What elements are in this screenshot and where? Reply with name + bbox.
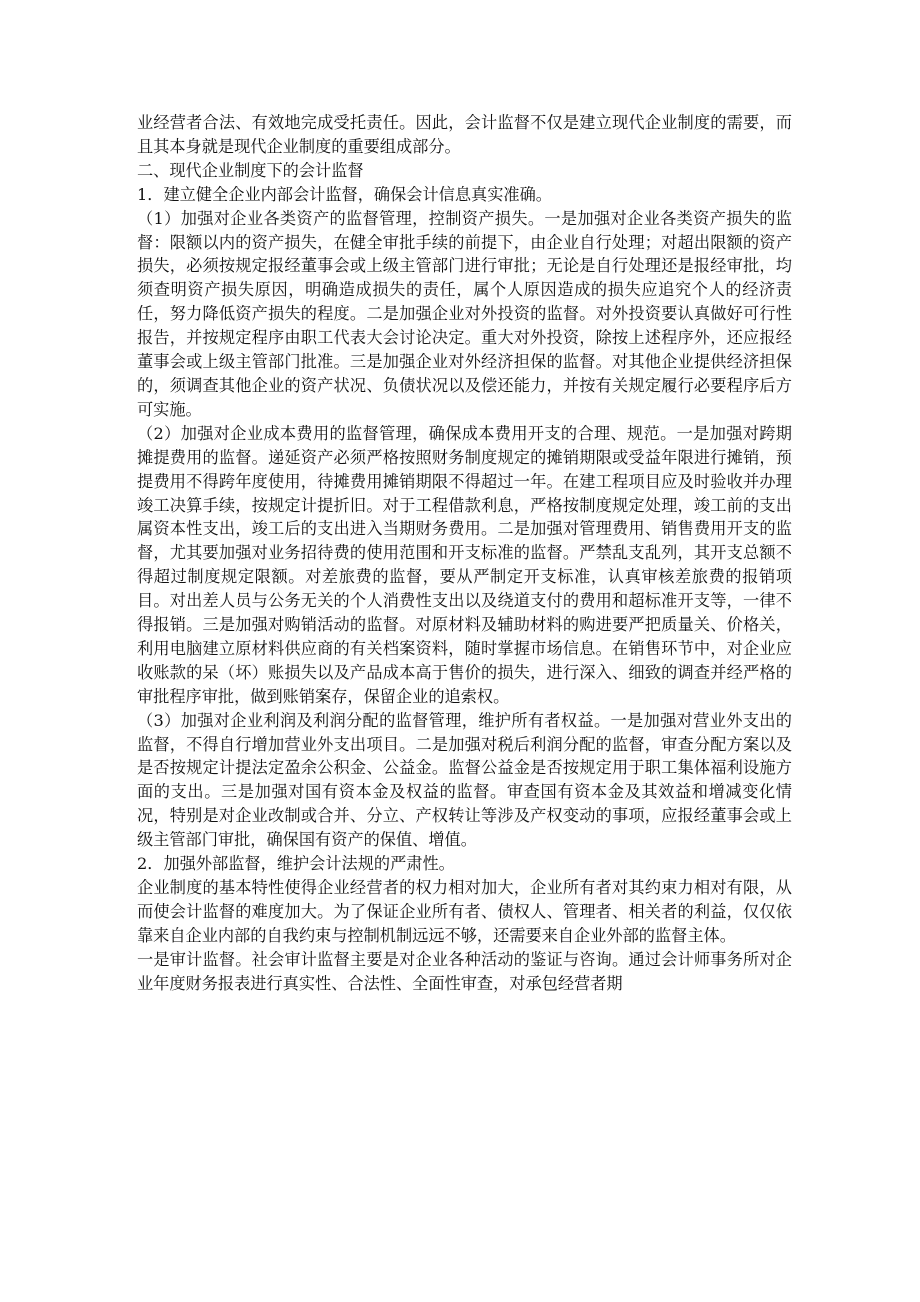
paragraph-external: 企业制度的基本特性使得企业经营者的权力相对加大，企业所有者对其约束力相对有限，从而使会计监督的难度加大。为了保证企业所有者、债权人、管理者、相关者的利益，仅仅依靠来自企业内部的自我约束与控制机制远远不够，还需要来自企业外部的监督主体。: [137, 878, 792, 945]
subsection-heading-2: 2．加强外部监督，维护会计法规的严肃性。: [137, 854, 455, 874]
paragraph-intro: 业经营者合法、有效地完成受托责任。因此，会计监督不仅是建立现代企业制度的需要，而且其本身就是现代企业制度的重要组成部分。: [137, 113, 792, 156]
section-heading: 二、现代企业制度下的会计监督: [137, 160, 364, 180]
paragraph-audit: 一是审计监督。社会审计监督主要是对企业各种活动的鉴证与咨询。通过会计师事务所对企业年度财务报表进行真实性、合法性、全面性审查，对承包经营者期: [137, 949, 792, 993]
paragraph-assets: （1）加强对企业各类资产的监督管理，控制资产损失。一是加强对企业各类资产损失的监督：限额以内的资产损失，在健全审批手续的前提下，由企业自行处理；对超出限额的资产损失，必须按规定报经董事会或上级主管部门进行审批；无论是自行处理还是报经审批，均须查明资产损失原因，明确造成损失的责任，属个人原因造成的损失应追究个人的经济责任，努力降低资产损失的程度。二是加强企业对外投资的监督。对外投资要认真做好可行性报告，并按规定程序由职工代表大会讨论决定。重大对外投资，除按上述程序外，还应报经董事会或上级主管部门批准。三是加强企业对外经济担保的监督。对其他企业提供经济担保的，须调查其他企业的资产状况、负债状况以及偿还能力，并按有关规定履行必要程序后方可实施。: [137, 208, 792, 419]
subsection-heading-1: 1．建立健全企业内部会计监督，确保会计信息真实准确。: [137, 184, 552, 204]
paragraph-profits: （3）加强对企业利润及利润分配的监督管理，维护所有者权益。一是加强对营业外支出的监督，不得自行增加营业外支出项目。二是加强对税后利润分配的监督，审查分配方案以及是否按规定计提法定盈余公积金、公益金。监督公益金是否按规定用于职工集体福利设施方面的支出。三是加强对国有资本金及权益的监督。审查国有资本金及其效益和增减变化情况，特别是对企业改制或合并、分立、产权转让等涉及产权变动的事项，应报经董事会或上级主管部门审批，确保国有资产的保值、增值。: [137, 710, 792, 850]
paragraph-costs: （2）加强对企业成本费用的监督管理，确保成本费用开支的合理、规范。一是加强对跨期摊提费用的监督。递延资产必须严格按照财务制度规定的摊销期限或受益年限进行摊销，预提费用不得跨年度使用，待摊费用摊销期限不得超过一年。在建工程项目应及时验收并办理竣工决算手续，按规定计提折旧。对于工程借款利息，严格按制度规定处理，竣工前的支出属资本性支出，竣工后的支出进入当期财务费用。二是加强对管理费用、销售费用开支的监督，尤其要加强对业务招待费的使用范围和开支标准的监督。严禁乱支乱列，其开支总额不得超过制度规定限额。对差旅费的监督，要从严制定开支标准，认真审核差旅费的报销项目。对出差人员与公务无关的个人消费性支出以及绕道支付的费用和超标准开支等，一律不得报销。三是加强对购销活动的监督。对原材料及辅助材料的购进要严把质量关、价格关，利用电脑建立原材料供应商的有关档案资料，随时掌握市场信息。在销售环节中，对企业应收账款的呆（坏）账损失以及产品成本高于售价的损失，进行深入、细致的调查并经严格的审批程序审批，做到账销案存，保留企业的追索权。: [137, 423, 792, 706]
document-page: [137, 111, 792, 996]
